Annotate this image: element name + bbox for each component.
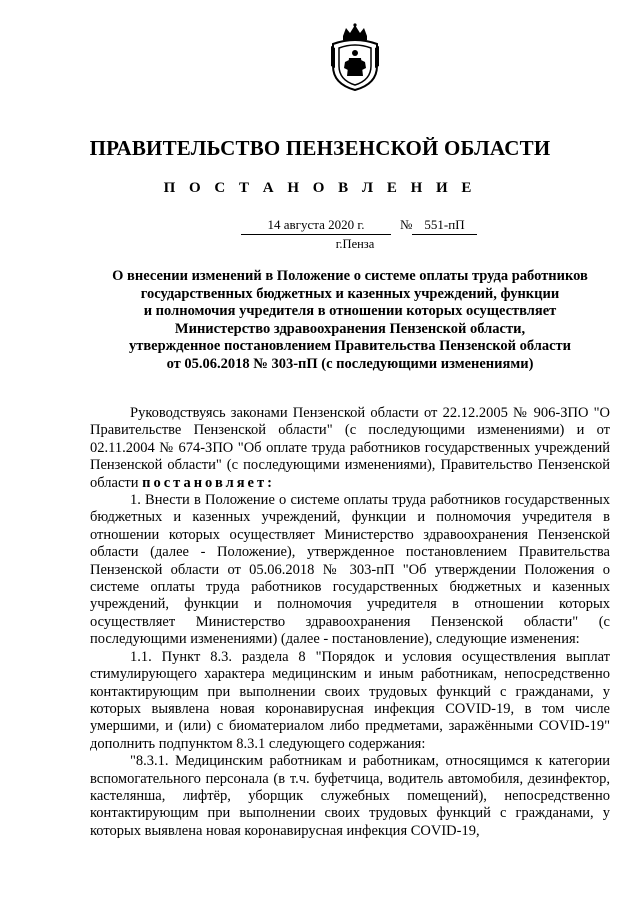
coat-of-arms-emblem [327, 22, 383, 92]
document-type: П О С Т А Н О В Л Е Н И Е [163, 180, 477, 196]
title-line: утвержденное постановлением Правительства Пензенской области [128, 338, 572, 354]
title-line: и полномочия учредителя в отношении которых осуществляет [143, 303, 557, 319]
number-sign: № [400, 217, 413, 232]
item-1-paragraph: 1. Внести в Положение о системе оплаты труда работников государственных бюджетных и казенных учреждений, функции и полномочия учредителя в отношении которых осуществляет Министерство здравоохранения Пензенской области (далее - Положение), утвержденное постановлением Правительства Пензенской области от 05.06.2018 № 303-пП "Об утверждении Положения о системе оплаты труда работников государственных бюджетных и казенных учреждений, функции и полномочия учредителя в отношении которых осуществляет Министерство здравоохранения Пензенской области" (с последующими изменениями) (далее - постановление), следующие изменения: [90, 492, 610, 648]
item-8-3-1-paragraph: "8.3.1. Медицинским работникам и работникам, относящимся к категории вспомогательного персонала (в т.ч. буфетчица, водитель автомобиля, дезинфектор, кастелянша, лифтёр, уборщик служебных помещений), непосредственно контактирующим при выполнении своих трудовых функций с гражданами, у которых выявлена новая коронавирусная инфекция COVID-19, [90, 753, 610, 839]
title-line: О внесении изменений в Положение о системе оплаты труда работников [112, 268, 588, 284]
document-number: 551-пП [412, 217, 477, 235]
title-line: Министерство здравоохранения Пензенской области, [174, 320, 526, 337]
document-title [90, 268, 610, 373]
title-line: от 05.06.2018 № 303-пП (с последующими изменениями) [166, 355, 534, 372]
preamble-paragraph [90, 405, 610, 492]
item-1-1-paragraph: 1.1. Пункт 8.3. раздела 8 "Порядок и условия осуществления выплат стимулирующего характера медицинским и иным работникам, непосредственно контактирующим при выполнении своих трудовых функций с гражданами, у которых выявлена новая коронавирусная инфекция COVID-19, в том числе умершими, и (или) с биоматериалом либо предметами, заражёнными COVID-19" дополнить подпунктом 8.3.1 следующего содержания: [90, 648, 610, 752]
preamble-text: Руководствуясь законами Пензенской области от 22.12.2005 № 906-ЗПО "О Правительстве Пензенской области" (с последующими изменениями) и от 02.11.2004 № 674-ЗПО "Об оплате труда работников государственных учреждений Пензенской области" (с последующими изменениями), Правительство Пензенской области [90, 405, 610, 491]
resolves-word: постановляет: [142, 474, 275, 491]
document-date: 14 августа 2020 г. [241, 217, 391, 235]
city-name: г.Пенза [335, 237, 375, 251]
organization-name: ПРАВИТЕЛЬСТВО ПЕНЗЕНСКОЙ ОБЛАСТИ [89, 136, 551, 160]
document-body [90, 405, 610, 840]
title-line: государственных бюджетных и казенных учреждений, функции [140, 285, 560, 302]
